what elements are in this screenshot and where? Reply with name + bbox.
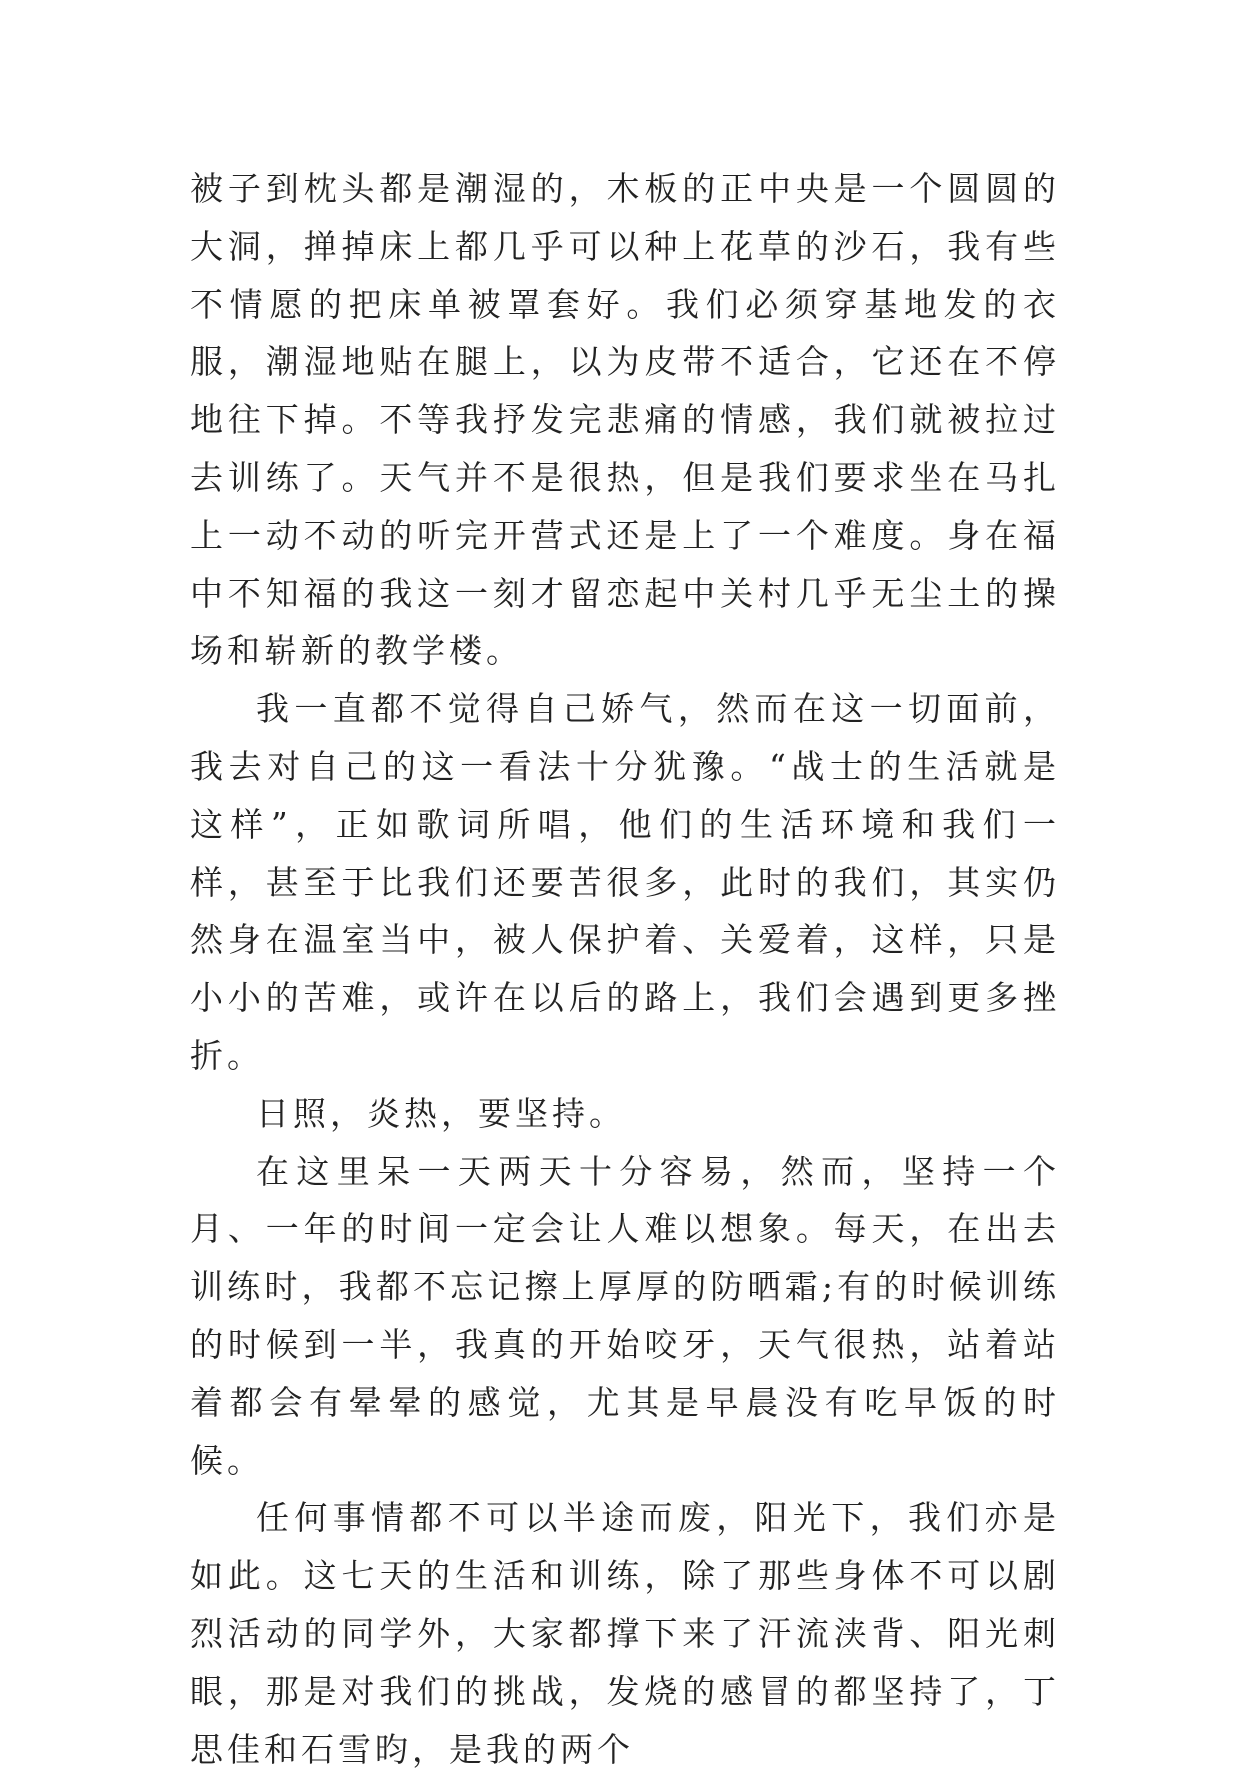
paragraph-1: 被子到枕头都是潮湿的，木板的正中央是一个圆圆的大洞，掸掉床上都几乎可以种上花草的沙石，我有些不情愿的把床单被罩套好。我们必须穿基地发的衣服，潮湿地贴在腿上，以为皮带不适合，它还在不停地往下掉。不等我抒发完悲痛的情感，我们就被拉过去训练了。天气并不是很热，但是我们要求坐在马扎上一动不动的听完开营式还是上了一个难度。身在福中不知福的我这一刻才留恋起中关村几乎无尘土的操场和崭新的教学楼。 <box>190 169 1060 671</box>
paragraph-4: 在这里呆一天两天十分容易，然而，坚持一个月、一年的时间一定会让人难以想象。每天，在出去训练时，我都不忘记擦上厚厚的防晒霜;有的时候训练的时候到一半，我真的开始咬牙，天气很热，站着站着都会有晕晕的感觉，尤其是早晨没有吃早饭的时候。 <box>190 1151 1060 1480</box>
paragraph-5: 任何事情都不可以半途而废，阳光下，我们亦是如此。这七天的生活和训练，除了那些身体不可以剧烈活动的同学外，大家都撑下来了汗流浃背、阳光刺眼，那是对我们的挑战，发烧的感冒的都坚持了，丁思佳和石雪昀，是我的两个 <box>190 1498 1060 1769</box>
document-body <box>190 160 1060 1778</box>
paragraph-3: 日照，炎热，要坚持。 <box>256 1093 626 1133</box>
paragraph-2: 我一直都不觉得自己娇气，然而在这一切面前，我去对自己的这一看法十分犹豫。“战士的生活就是这样”，正如歌词所唱，他们的生活环境和我们一样，甚至于比我们还要苦很多，此时的我们，其实仍然身在温室当中，被人保护着、关爱着，这样，只是小小的苦难，或许在以后的路上，我们会遇到更多挫折。 <box>190 689 1060 1075</box>
